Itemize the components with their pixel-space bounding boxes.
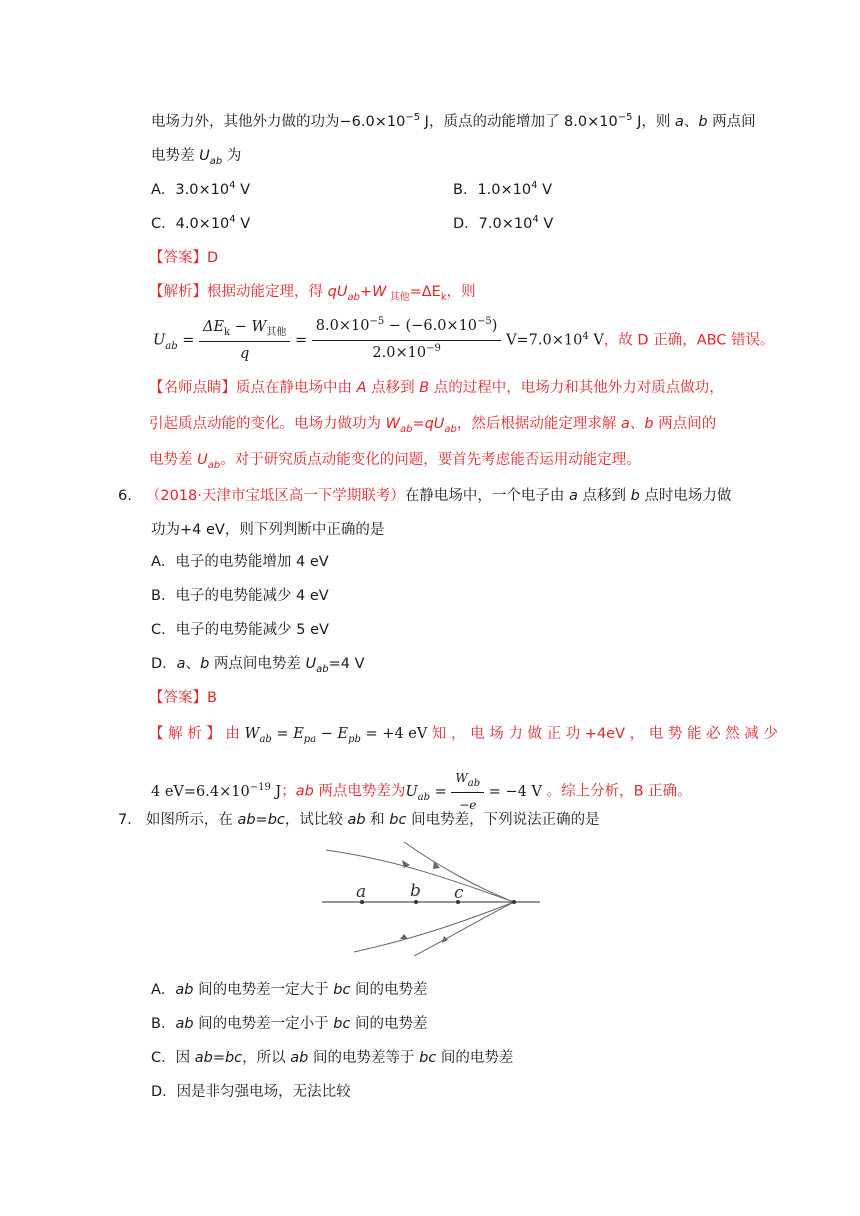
field-line-3 <box>354 902 514 952</box>
q5-tip-line1: 【名师点睛】质点在静电场中由 A 点移到 B 点的过程中，电场力和其他外力对质点做功， <box>149 380 724 396</box>
q6-option-b: B．电子的电势能减少 4 eV <box>151 588 329 604</box>
arrow-4 <box>442 936 448 943</box>
q7-option-a: A．ab 间的电势差一定大于 bc 间的电势差 <box>151 982 428 998</box>
label-c: c <box>454 883 464 903</box>
q5-answer: 【答案】D <box>149 250 219 266</box>
q5-option-c: C．$4.0\times 10^4$ V <box>151 214 251 232</box>
label-b: b <box>410 881 421 901</box>
q5-formula: $U_{ab}$ = $\frac{\Delta E_k - W_{其他}}{q}$ = $\frac{8.0\times 10^{-5} - (-6.0\times 10^{-5})}{2.0\times 10^{-9}}$ $V=7.0\times 10^4$ V，故 D 正确，ABC 错误。 <box>153 316 775 365</box>
label-a: a <box>356 882 367 902</box>
field-lines-diagram <box>318 838 544 958</box>
q5-stem-line1: 电场力外，其他外力做的功为$-6.0\times 10^{-5}$ J，质点的动能增加了 $8.0\times 10^{-5}$ J，则 a、b 两点间 <box>151 112 756 130</box>
q6-frac: $\frac{W_{ab}}{-e}$ <box>451 768 484 815</box>
q5-formula-frac2: $\frac{8.0\times 10^{-5} - (-6.0\times 10^{-5})}{2.0\times 10^{-9}}$ <box>312 316 502 365</box>
q7-option-d: D．因是非匀强电场，无法比较 <box>151 1084 351 1100</box>
electric-field-figure <box>318 838 544 962</box>
q7-option-b: B．ab 间的电势差一定小于 bc 间的电势差 <box>151 1016 428 1032</box>
q6-answer: 【答案】B <box>149 690 217 706</box>
q6-option-c: C．电子的电势能减少 5 eV <box>151 622 329 638</box>
q5-tip-line2: 引起质点动能的变化。电场力做功为 $W_{ab}=qU_{ab}$，然后根据动能定理求解 a、b 两点间的 <box>149 416 717 435</box>
field-line-4 <box>414 902 514 956</box>
q5-option-d: D．$7.0\times 10^4$ V <box>453 214 554 232</box>
q6-option-a: A．电子的电势能增加 4 eV <box>151 554 329 570</box>
q5-stem-line2: 电势差 $U_{ab}$ 为 <box>151 148 242 167</box>
q6-analysis-line2: 4 $eV=6.4\times 10^{-19}$ J；ab 两点电势差为$U_{ab}$ = $\frac{W_{ab}}{-e}$ = −4 V 。综上分析，B 正确。 <box>151 768 692 815</box>
q5-option-b: B．$1.0\times 10^4$ V <box>453 180 553 198</box>
q5-analysis: 【解析】根据动能定理，得 $qU_{ab}+W$ $_{其他}=\Delta E_k$，则 <box>149 284 476 303</box>
convergence-point <box>512 900 516 904</box>
q5-formula-frac1: $\frac{\Delta E_k - W_{其他}}{q}$ <box>199 317 290 364</box>
arrow-1 <box>402 860 410 868</box>
q5-option-a: A．$3.0\times 10^4$ V <box>151 180 250 198</box>
q5-tip-line3: 电势差 $U_{ab}$。对于研究质点动能变化的问题，要首先考虑能否运用动能定理。 <box>149 452 641 471</box>
q6-stem-line1: 6. （2018·天津市宝坻区高一下学期联考）在静电场中，一个电子由 a 点移到 b 点时电场力做 <box>118 488 732 504</box>
q7-stem: 7. 如图所示，在 ab=bc，试比较 ab 和 bc 间电势差，下列说法正确的是 <box>118 812 600 828</box>
arrow-3 <box>400 934 408 939</box>
q6-analysis-line1: 【 解 析 】 由 $W_{ab} = E_{pa} - E_{pb} = +4$ eV 知 ， 电 场 力 做 正 功 +4eV ， 电 势 能 必 然 减 少 <box>149 726 778 745</box>
q7-option-c: C．因 ab=bc，所以 ab 间的电势差等于 bc 间的电势差 <box>151 1050 514 1066</box>
q6-option-d: D．a、b 两点间电势差 $U_{ab}=4$ V <box>151 656 365 675</box>
q6-stem-line2: 功为+4 eV，则下列判断中正确的是 <box>151 522 385 538</box>
